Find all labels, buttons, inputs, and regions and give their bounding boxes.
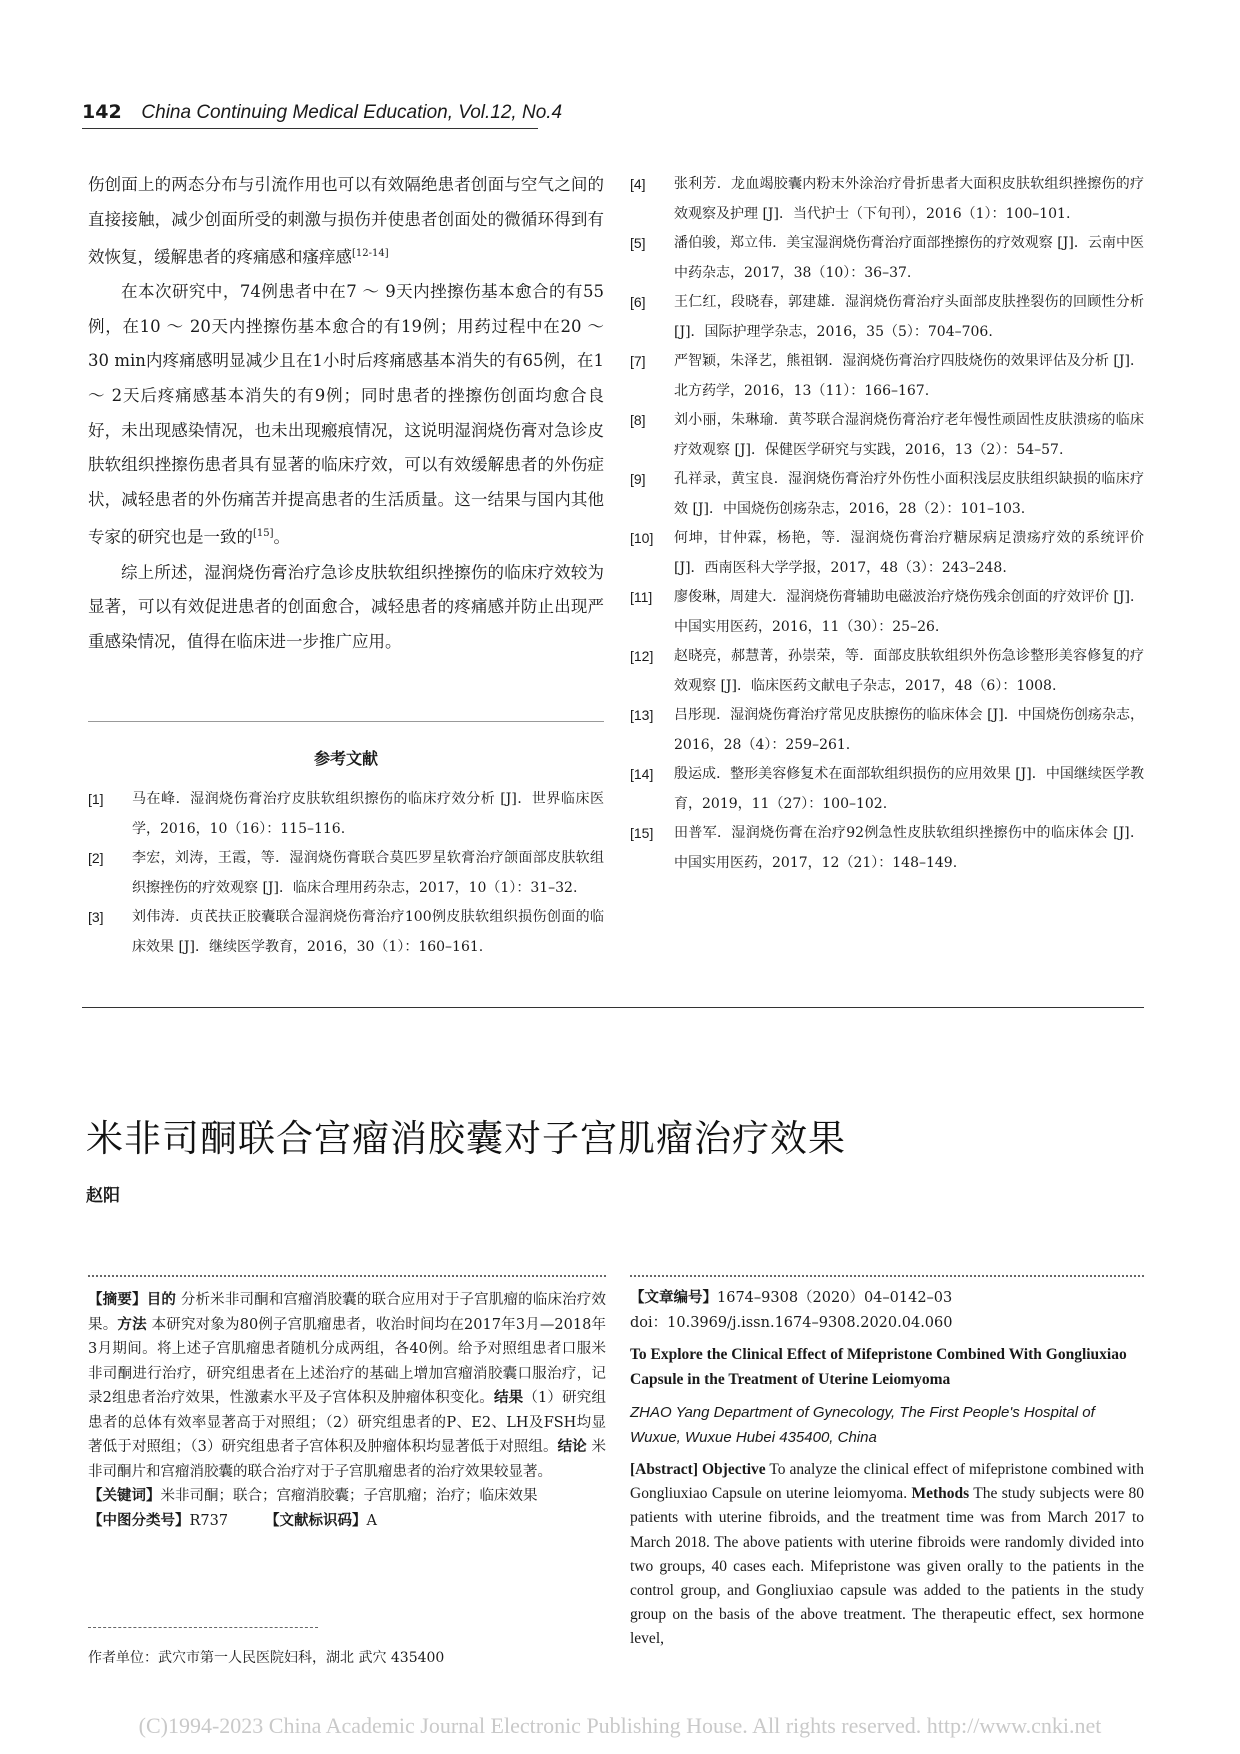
- article-title: 米非司酮联合宫瘤消胶囊对子宫肌瘤治疗效果: [86, 1117, 846, 1160]
- reference-item: [14] 殷运成．整形美容修复术在面部软组织损伤的应用效果 [J]．中国继续医学教育，2019，11（27）：100–102.: [630, 766, 1144, 812]
- reference-item: [13] 吕彤现．湿润烧伤膏治疗常见皮肤擦伤的临床体会 [J]．中国烧伤创疡杂志，2016，28（4）：259–261.: [630, 707, 1144, 753]
- references-left: [88, 785, 604, 962]
- reference-item: [5] 潘伯骏，郑立伟．美宝湿润烧伤膏治疗面部挫擦伤的疗效观察 [J]．云南中医中药杂志，2017，38（10）：36–37.: [630, 235, 1144, 281]
- article-author: 赵阳: [86, 1186, 120, 1206]
- citation: [15]: [253, 528, 274, 540]
- abstract-divider-left: [88, 1275, 606, 1277]
- abstract-divider-right: [630, 1275, 1144, 1277]
- copyright-notice: (C)1994-2023 China Academic Journal Electronic Publishing House. All rights reserved. http://www.cnki.net: [138, 1713, 1102, 1738]
- reference-item: [6] 王仁红，段晓春，郭建雄．湿润烧伤膏治疗头面部皮肤挫裂伤的回顾性分析 [J]．国际护理学杂志，2016，35（5）：704–706.: [630, 294, 1144, 340]
- affiliation-divider: [88, 1627, 318, 1628]
- page-number: 142: [82, 101, 122, 123]
- reference-item: [12] 赵晓亮，郝慧菁，孙崇荣，等．面部皮肤软组织外伤急诊整形美容修复的疗效观察 [J]．临床医药文献电子杂志，2017，48（6）：1008.: [630, 648, 1144, 694]
- body-paragraph: 伤创面上的两态分布与引流作用也可以有效隔绝患者创面与空气之间的直接接触，减少创面所受的刺激与损伤并使患者创面处的微循环得到有效恢复，缓解患者的疼痛感和瘙痒感[12-14]: [88, 175, 604, 267]
- english-author: ZHAO Yang Department of Gynecology, The First People's Hospital of Wuxue, Wuxue Hubei 435400, China: [630, 1404, 1095, 1446]
- references-title: 参考文献: [313, 749, 378, 768]
- reference-item: [2] 李宏，刘涛，王霞，等．湿润烧伤膏联合莫匹罗星软膏治疗颌面部皮肤软组织擦挫伤的疗效观察 [J]．临床合理用药杂志，2017，10（1）：31–32.: [88, 850, 604, 896]
- author-affiliation: 作者单位：武穴市第一人民医院妇科，湖北 武穴 435400: [88, 1650, 445, 1666]
- reference-item: [11] 廖俊琳，周建大．湿润烧伤膏辅助电磁波治疗烧伤残余创面的疗效评价 [J]．中国实用医药，2016，11（30）：25–26.: [630, 589, 1144, 635]
- reference-item: [1] 马在峰．湿润烧伤膏治疗皮肤软组织擦伤的临床疗效分析 [J]．世界临床医学，2016，10（16）：115–116.: [88, 791, 604, 837]
- reference-item: [15] 田普军．湿润烧伤膏在治疗92例急性皮肤软组织挫擦伤中的临床体会 [J]．中国实用医药，2017，12（21）：148–149.: [630, 825, 1144, 871]
- keywords: 【关键词】米非司酮；联合；宫瘤消胶囊；子宫肌瘤；治疗；临床效果: [88, 1488, 538, 1504]
- body-text: [88, 168, 604, 659]
- reference-item: [8] 刘小丽，朱琳瑜．黄芩联合湿润烧伤膏治疗老年慢性顽固性皮肤溃疡的临床疗效观察 [J]．保健医学研究与实践，2016，13（2）：54–57.: [630, 412, 1144, 458]
- english-abstract: [Abstract] Objective To analyze the clinical effect of mifepristone combined with Gongliuxiao Capsule on uterine leiomyoma. Methods The study subjects were 80 patients with uterine fibroids, and the treatment time was from March 2017 to March 2018. The above patients with uterine fibroids were randomly divided into two groups, 40 cases each. Mifepristone was given orally to the patients in the control group, and Gongliuxiao capsule was added to the patients in the study group on the basis of the above treatment. The therapeutic effect, sex hormone level,: [630, 1461, 1144, 1648]
- references-divider: [88, 721, 604, 722]
- journal-name: China Continuing Medical Education, Vol.12, No.4: [141, 102, 563, 123]
- citation: [12-14]: [352, 248, 389, 260]
- classification: 【中图分类号】R737 【文献标识码】A: [88, 1512, 377, 1529]
- reference-item: [4] 张利芳．龙血竭胶囊内粉末外涂治疗骨折患者大面积皮肤软组织挫擦伤的疗效观察及护理 [J]．当代护士（下旬刊），2016（1）：100–101.: [630, 176, 1144, 222]
- body-paragraph: 综上所述，湿润烧伤膏治疗急诊皮肤软组织挫擦伤的临床疗效较为显著，可以有效促进患者的创面愈合，减轻患者的疼痛感并防止出现严重感染情况，值得在临床进一步推广应用。: [88, 562, 604, 651]
- abstract-label: 【摘要】: [88, 1292, 147, 1308]
- reference-item: [10] 何坤，甘仲霖，杨艳，等．湿润烧伤膏治疗糖尿病足溃疡疗效的系统评价 [J]．西南医科大学学报，2017，48（3）：243–248.: [630, 530, 1144, 576]
- article-info: [630, 1286, 1144, 1652]
- reference-item: [3] 刘伟涛．贞芪扶正胶囊联合湿润烧伤膏治疗100例皮肤软组织损伤创面的临床效果 [J]．继续医学教育，2016，30（1）：160–161.: [88, 909, 604, 955]
- running-header: [82, 101, 562, 124]
- reference-item: [9] 孔祥录，黄宝良．湿润烧伤膏治疗外伤性小面积浅层皮肤组织缺损的临床疗效 [J]．中国烧伤创疡杂志，2016，28（2）：101–103.: [630, 471, 1144, 517]
- section-rule: [82, 1007, 1144, 1008]
- body-paragraph: 在本次研究中，74例患者中在7 ～ 9天内挫擦伤基本愈合的有55例，在10 ～ 20天内挫擦伤基本愈合的有19例；用药过程中在20 ～ 30 min内疼痛感明显减少且在1小时后疼痛感基本消失的有65例，在1 ～ 2天后疼痛感基本消失的有9例；同时患者的挫擦伤创面均愈合良好，未出现感染情况，也未出现瘢痕情况，这说明湿润烧伤膏对急诊皮肤软组织挫擦伤患者具有显著的临床疗效，可以有效缓解患者的外伤症状，减轻患者的外伤痛苦并提高患者的生活质量。这一结果与国内其他专家的研究也是一致的[15]。: [88, 282, 604, 547]
- article-number: 【文章编号】1674–9308（2020）04–0142–03: [630, 1290, 953, 1306]
- english-title: To Explore the Clinical Effect of Mifepristone Combined With Gongliuxiao Capsule in the Treatment of Uterine Leiomyoma: [630, 1346, 1127, 1388]
- reference-item: [7] 严智颖，朱泽艺，熊祖钢．湿润烧伤膏治疗四肢烧伤的效果评估及分析 [J]．北方药学，2016，13（11）：166–167.: [630, 353, 1144, 399]
- abstract-chinese: 【摘要】目的 分析米非司酮和宫瘤消胶囊的联合应用对于子宫肌瘤的临床治疗效果。方法 本研究对象为80例子宫肌瘤患者，收治时间均在2017年3月—2018年3月期间。将上述子宫肌瘤患者随机分成两组，各40例。给予对照组患者口服米非司酮进行治疗，研究组患者在上述治疗的基础上增加宫瘤消胶囊口服治疗，记录2组患者治疗效果，性激素水平及子宫体积及肿瘤体积变化。结果（1）研究组患者的总体有效率显著高于对照组；（2）研究组患者的P、E2、LH及FSH均显著低于对照组；（3）研究组患者子宫体积及肿瘤体积均显著低于对照组。结论 米非司酮片和宫瘤消胶囊的联合治疗对于子宫肌瘤患者的治疗效果较显著。 【关键词】米非司酮；联合；宫瘤消胶囊；子宫肌瘤；治疗；临床效果 【中图分类号】R737 【文献标识码】A: [88, 1288, 606, 1533]
- header-rule: [82, 128, 538, 129]
- references-right: [630, 170, 1144, 878]
- doi: doi：10.3969/j.issn.1674–9308.2020.04.060: [630, 1315, 953, 1331]
